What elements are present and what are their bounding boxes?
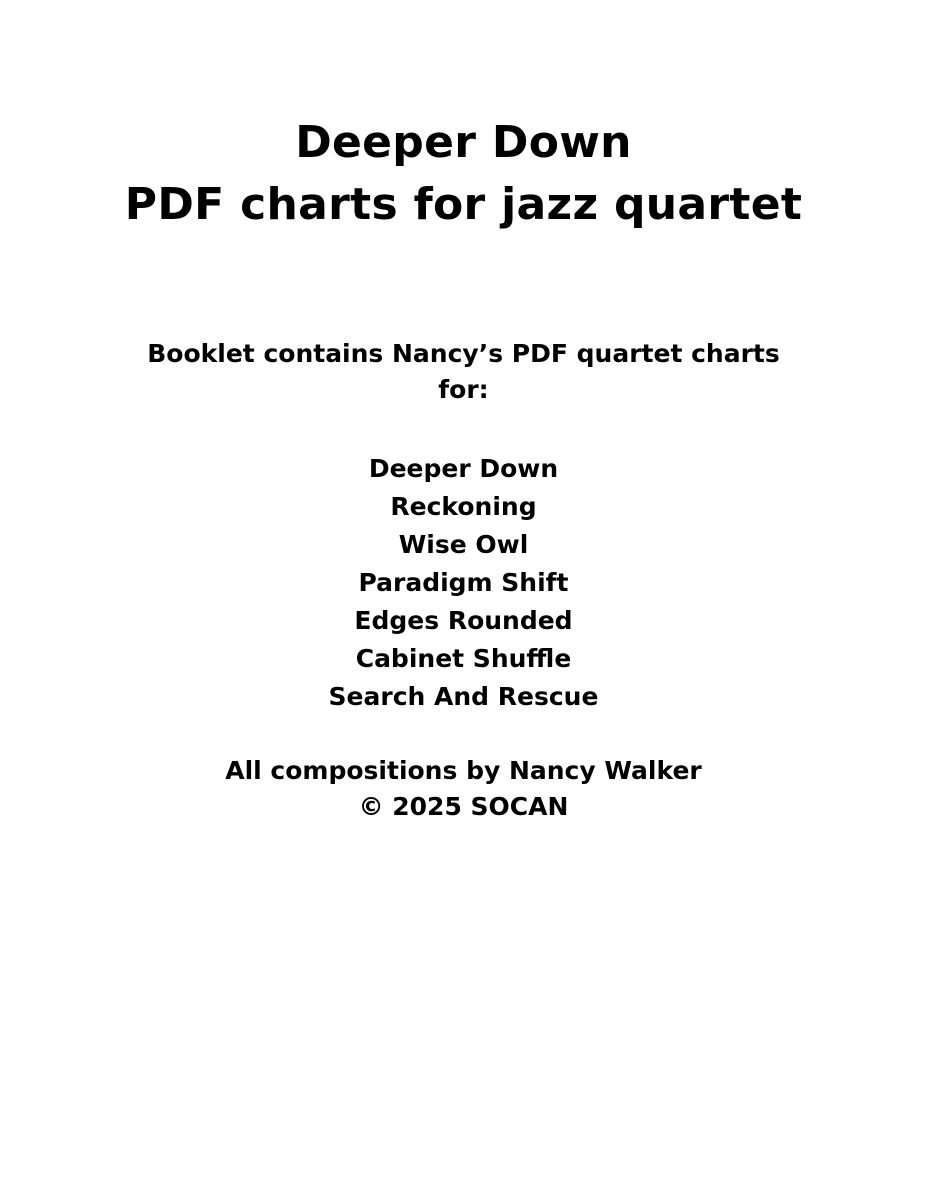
list-item: Edges Rounded — [354, 606, 573, 635]
title-line-2: PDF charts for jazz quartet — [124, 179, 803, 230]
booklet-intro — [0, 336, 927, 408]
list-item: Paradigm Shift — [358, 568, 569, 597]
list-item: Cabinet Shuffle — [355, 644, 572, 673]
list-item: Wise Owl — [398, 530, 529, 559]
credits — [0, 753, 927, 825]
tune-list — [0, 450, 927, 716]
list-item: Search And Rescue — [328, 682, 599, 711]
page-title — [0, 112, 927, 236]
intro-line-2: for: — [438, 375, 489, 404]
list-item: Deeper Down — [368, 454, 559, 483]
intro-line-1: Booklet contains Nancy’s PDF quartet charts — [147, 339, 780, 368]
list-item: Reckoning — [390, 492, 537, 521]
composer-credit: All compositions by Nancy Walker — [225, 756, 702, 785]
copyright-notice: © 2025 SOCAN — [358, 792, 569, 821]
title-line-1: Deeper Down — [295, 117, 632, 168]
